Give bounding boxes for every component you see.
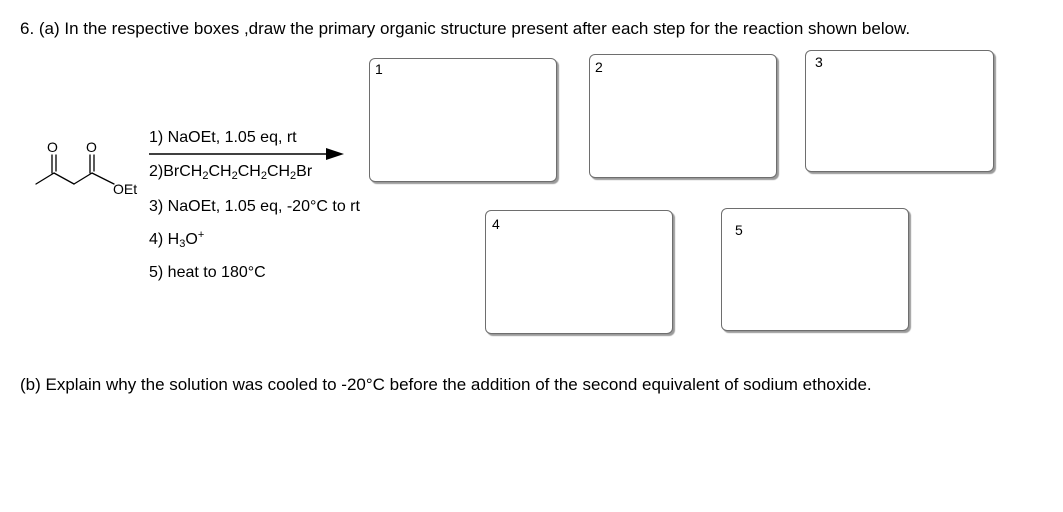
oxygen-label-1: O: [47, 139, 58, 155]
reaction-arrow: [148, 147, 348, 161]
box-2-label: 2: [595, 59, 603, 75]
bond-c4-o: [92, 173, 114, 184]
bond-methyl: [36, 173, 54, 184]
answer-box-5[interactable]: [721, 208, 909, 331]
box-4-label: 4: [492, 216, 500, 232]
question-part-a: 6. (a) In the respective boxes ,draw the primary organic structure present after each step for the reaction shown below.: [20, 19, 911, 38]
condition-step-4: 4) $H_3O^+$: [149, 229, 205, 250]
condition-step-5: 5) heat to 180°C: [149, 264, 266, 281]
ester-group-label: OEt: [113, 181, 138, 197]
bond-c2-c3: [54, 173, 74, 184]
condition-step-2: $2)BrCH_2CH_2CH_2CH_2Br$: [149, 163, 313, 182]
oxygen-label-2: O: [86, 139, 97, 155]
answer-box-4[interactable]: [485, 210, 673, 334]
answer-box-2[interactable]: [589, 54, 777, 178]
box-1-label: 1: [375, 61, 383, 77]
ethyl-acetoacetate-structure: [28, 125, 158, 205]
answer-box-3[interactable]: [805, 50, 994, 172]
answer-box-1[interactable]: [369, 58, 557, 182]
bond-c3-c4: [74, 173, 92, 184]
box-5-label: 5: [735, 222, 743, 238]
condition-step-3: 3) NaOEt, 1.05 eq, -20°C to rt: [149, 198, 360, 215]
condition-step-1: 1) NaOEt, 1.05 eq, rt: [149, 129, 297, 146]
question-part-b: (b) Explain why the solution was cooled to -20°C before the addition of the second equivalent of sodium ethoxide.: [20, 375, 872, 394]
box-3-label: 3: [815, 54, 823, 70]
